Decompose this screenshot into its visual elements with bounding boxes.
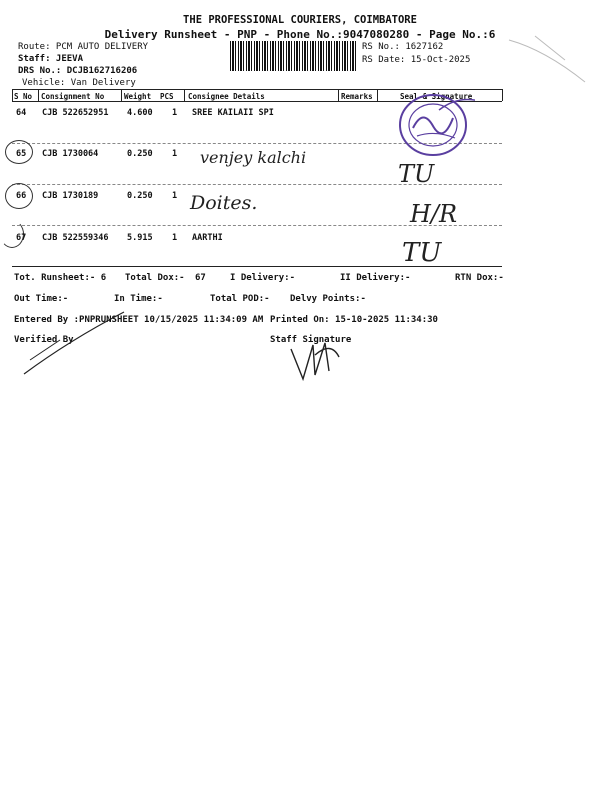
col-divider xyxy=(338,89,339,101)
rtn-dox-label: RTN Dox:- xyxy=(455,273,504,283)
row-pcs: 1 xyxy=(172,108,178,118)
col-header-pcs: PCS xyxy=(160,92,174,101)
col-divider xyxy=(377,89,378,101)
ii-delivery-label: II Delivery:- xyxy=(340,273,411,283)
col-divider xyxy=(12,89,13,101)
handwritten-name: venjey kalchi xyxy=(200,148,307,167)
row-consignee: AARTHI xyxy=(192,233,223,243)
entered-by: Entered By :PNPRUNSHEET 10/15/2025 11:34:09 AM xyxy=(14,315,264,325)
barcode-image xyxy=(230,41,357,71)
out-time-label: Out Time:- xyxy=(14,294,69,304)
row-consignment: CJB 522652951 xyxy=(42,108,109,118)
staff-label: Staff: JEEVA xyxy=(18,54,84,64)
row-sno: 67 xyxy=(16,233,27,243)
col-header-seal-signature: Seal & Signature xyxy=(400,92,473,101)
drs-number: DRS No.: DCJB162716206 xyxy=(18,66,138,76)
total-pod-label: Total POD:- xyxy=(210,294,270,304)
col-header-weight: Weight xyxy=(124,92,152,101)
col-header-consignment: Consignment No xyxy=(41,92,105,101)
printed-on: Printed On: 15-10-2025 11:34:30 xyxy=(270,315,438,325)
corner-scribble xyxy=(505,30,595,90)
row-weight: 0.250 xyxy=(127,191,153,201)
route-label: Route: PCM AUTO DELIVERY xyxy=(18,42,149,52)
row-pcs: 1 xyxy=(172,233,178,243)
in-time-label: In Time:- xyxy=(114,294,163,304)
col-header-remarks: Remarks xyxy=(341,92,373,101)
verified-by-label: Verified By xyxy=(14,335,74,345)
row-weight: 4.600 xyxy=(127,108,153,118)
row-weight: 5.915 xyxy=(127,233,153,243)
vehicle-label: Vehicle: Van Delivery xyxy=(22,78,136,88)
col-divider xyxy=(502,89,503,101)
col-divider xyxy=(38,89,39,101)
row-pcs: 1 xyxy=(172,191,178,201)
row-weight: 0.250 xyxy=(127,149,153,159)
company-title: THE PROFESSIONAL COURIERS, COIMBATORE xyxy=(183,14,417,26)
pen-stroke-mark xyxy=(20,310,130,380)
runsheet-subtitle: Delivery Runsheet - PNP - Phone No.:9047080280 - Page No.:6 xyxy=(104,28,496,41)
rs-date: RS Date: 15-Oct-2025 xyxy=(362,55,471,65)
row-pcs: 1 xyxy=(172,149,178,159)
row-consignment: CJB 1730189 xyxy=(42,191,99,201)
rs-number: RS No.: 1627162 xyxy=(362,42,444,52)
col-header-consignee: Consignee Details xyxy=(188,92,265,101)
handwritten-initials: H/R xyxy=(410,200,458,228)
staff-signature-scribble xyxy=(285,335,345,385)
company-seal-stamp xyxy=(395,88,475,160)
handwritten-initials: TU xyxy=(398,160,435,188)
total-dox-value: 67 xyxy=(195,273,206,283)
total-dox-label: Total Dox:- xyxy=(125,273,185,283)
col-divider xyxy=(121,89,122,101)
row-sno: 66 xyxy=(16,191,27,201)
row-sno: 64 xyxy=(16,108,27,118)
col-divider xyxy=(184,89,185,101)
row-sno: 65 xyxy=(16,149,27,159)
row-consignment: CJB 1730064 xyxy=(42,149,99,159)
row-consignee: SREE KAILAII SPI xyxy=(192,108,274,118)
staff-signature-label: Staff Signature xyxy=(270,335,352,345)
handwritten-initials: TU xyxy=(402,238,442,268)
col-header-sno: S No xyxy=(14,92,33,101)
total-runsheet: Tot. Runsheet:- 6 xyxy=(14,273,107,283)
row-consignment: CJB 522559346 xyxy=(42,233,109,243)
i-delivery-label: I Delivery:- xyxy=(230,273,296,283)
handwritten-name: Doites. xyxy=(190,192,258,214)
delvy-points-label: Delvy Points:- xyxy=(290,294,366,304)
